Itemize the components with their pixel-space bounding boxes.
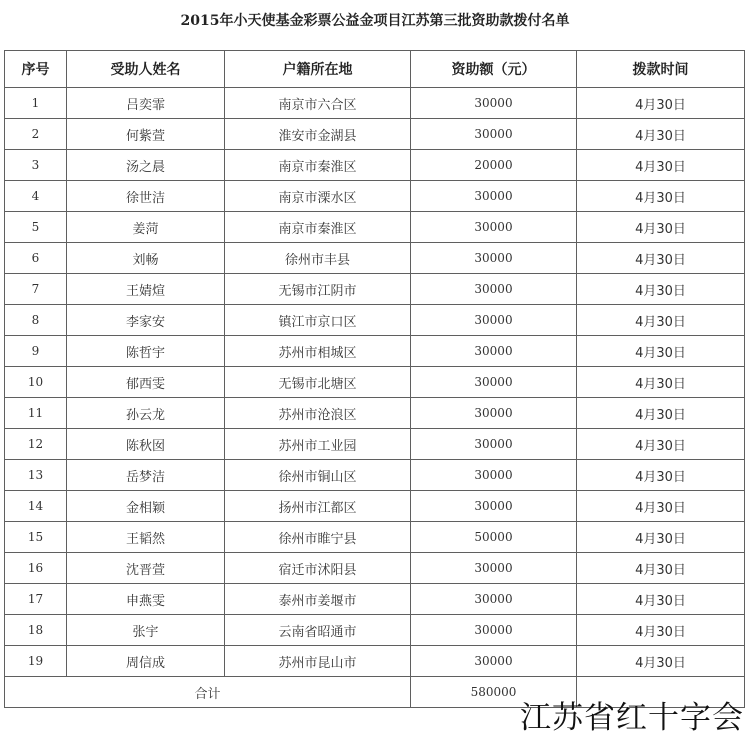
row-amount-cell: 20000 [411,150,577,181]
row-date-cell: 4月30日 [577,119,745,150]
row-amount-cell: 30000 [411,646,577,677]
row-place-cell: 泰州市姜堰市 [225,584,411,615]
row-seq-cell: 3 [5,150,67,181]
table-row [5,584,745,615]
row-name-cell: 汤之晨 [67,150,225,181]
row-seq-cell: 11 [5,398,67,429]
row-seq-cell: 17 [5,584,67,615]
row-place-cell: 苏州市工业园 [225,429,411,460]
row-seq-cell: 10 [5,367,67,398]
row-seq-cell: 9 [5,336,67,367]
table-row [5,150,745,181]
header-name: 受助人姓名 [67,51,225,88]
row-name-cell: 李家安 [67,305,225,336]
funding-table [4,50,745,708]
row-date-cell: 4月30日 [577,150,745,181]
row-date-cell: 4月30日 [577,212,745,243]
row-place-cell: 南京市溧水区 [225,181,411,212]
row-date-cell: 4月30日 [577,274,745,305]
row-name-cell: 陈哲宇 [67,336,225,367]
row-amount-cell: 30000 [411,553,577,584]
row-place-cell: 无锡市江阴市 [225,274,411,305]
table-row [5,522,745,553]
row-date-cell: 4月30日 [577,491,745,522]
row-amount-cell: 30000 [411,615,577,646]
table-row [5,615,745,646]
row-date-cell: 4月30日 [577,243,745,274]
row-name-cell: 吕奕霏 [67,88,225,119]
table-row [5,646,745,677]
row-place-cell: 南京市秦淮区 [225,212,411,243]
row-place-cell: 苏州市沧浪区 [225,398,411,429]
row-amount-cell: 30000 [411,398,577,429]
row-seq-cell: 16 [5,553,67,584]
row-name-cell: 周信成 [67,646,225,677]
row-place-cell: 无锡市北塘区 [225,367,411,398]
row-name-cell: 王婧煊 [67,274,225,305]
row-amount-cell: 30000 [411,88,577,119]
table-row [5,243,745,274]
row-name-cell: 张宇 [67,615,225,646]
row-name-cell: 沈晋萱 [67,553,225,584]
row-name-cell: 郁西雯 [67,367,225,398]
row-amount-cell: 30000 [411,367,577,398]
row-seq-cell: 4 [5,181,67,212]
table-header-row [5,51,745,88]
table-row [5,88,745,119]
row-place-cell: 徐州市睢宁县 [225,522,411,553]
row-amount-cell: 30000 [411,305,577,336]
row-date-cell: 4月30日 [577,646,745,677]
header-amount: 资助额（元） [411,51,577,88]
row-name-cell: 姜菏 [67,212,225,243]
row-place-cell: 苏州市相城区 [225,336,411,367]
table-row [5,212,745,243]
row-place-cell: 南京市秦淮区 [225,150,411,181]
row-date-cell: 4月30日 [577,88,745,119]
row-seq-cell: 13 [5,460,67,491]
row-date-cell: 4月30日 [577,367,745,398]
row-amount-cell: 30000 [411,181,577,212]
total-label: 合计 [5,677,411,708]
row-amount-cell: 30000 [411,429,577,460]
row-date-cell: 4月30日 [577,584,745,615]
row-date-cell: 4月30日 [577,553,745,584]
row-name-cell: 何紫萱 [67,119,225,150]
row-amount-cell: 30000 [411,460,577,491]
row-seq-cell: 7 [5,274,67,305]
table-row [5,367,745,398]
row-seq-cell: 8 [5,305,67,336]
table-row [5,336,745,367]
row-place-cell: 镇江市京口区 [225,305,411,336]
row-date-cell: 4月30日 [577,181,745,212]
row-amount-cell: 30000 [411,491,577,522]
row-name-cell: 孙云龙 [67,398,225,429]
row-seq-cell: 14 [5,491,67,522]
row-seq-cell: 19 [5,646,67,677]
row-amount-cell: 30000 [411,584,577,615]
row-name-cell: 申燕雯 [67,584,225,615]
row-seq-cell: 5 [5,212,67,243]
row-name-cell: 陈秋囡 [67,429,225,460]
row-name-cell: 金相颖 [67,491,225,522]
watermark-text: 江苏省红十字会 [520,700,744,736]
row-amount-cell: 50000 [411,522,577,553]
header-place: 户籍所在地 [225,51,411,88]
row-seq-cell: 2 [5,119,67,150]
table-row [5,553,745,584]
row-date-cell: 4月30日 [577,522,745,553]
header-date: 拨款时间 [577,51,745,88]
row-name-cell: 王韬然 [67,522,225,553]
row-place-cell: 徐州市丰县 [225,243,411,274]
row-place-cell: 徐州市铜山区 [225,460,411,491]
row-seq-cell: 15 [5,522,67,553]
row-place-cell: 扬州市江都区 [225,491,411,522]
row-place-cell: 苏州市昆山市 [225,646,411,677]
row-date-cell: 4月30日 [577,460,745,491]
row-place-cell: 南京市六合区 [225,88,411,119]
row-seq-cell: 6 [5,243,67,274]
table-body [5,88,745,677]
row-place-cell: 淮安市金湖县 [225,119,411,150]
table-row [5,181,745,212]
table-row [5,398,745,429]
table-row [5,429,745,460]
document-title: 2015年小天使基金彩票公益金项目江苏第三批资助款拨付名单 [180,13,570,29]
table-row [5,460,745,491]
row-name-cell: 岳梦洁 [67,460,225,491]
row-name-cell: 刘畅 [67,243,225,274]
table-row [5,491,745,522]
row-date-cell: 4月30日 [577,615,745,646]
row-seq-cell: 12 [5,429,67,460]
row-amount-cell: 30000 [411,119,577,150]
row-name-cell: 徐世洁 [67,181,225,212]
row-amount-cell: 30000 [411,212,577,243]
header-seq: 序号 [5,51,67,88]
row-amount-cell: 30000 [411,274,577,305]
row-date-cell: 4月30日 [577,305,745,336]
table-row [5,305,745,336]
row-date-cell: 4月30日 [577,429,745,460]
row-amount-cell: 30000 [411,336,577,367]
row-place-cell: 宿迁市沭阳县 [225,553,411,584]
table-row [5,119,745,150]
total-amount: 580000 [411,677,577,708]
table-row [5,274,745,305]
row-place-cell: 云南省昭通市 [225,615,411,646]
row-date-cell: 4月30日 [577,336,745,367]
row-seq-cell: 1 [5,88,67,119]
row-date-cell: 4月30日 [577,398,745,429]
row-amount-cell: 30000 [411,243,577,274]
row-seq-cell: 18 [5,615,67,646]
